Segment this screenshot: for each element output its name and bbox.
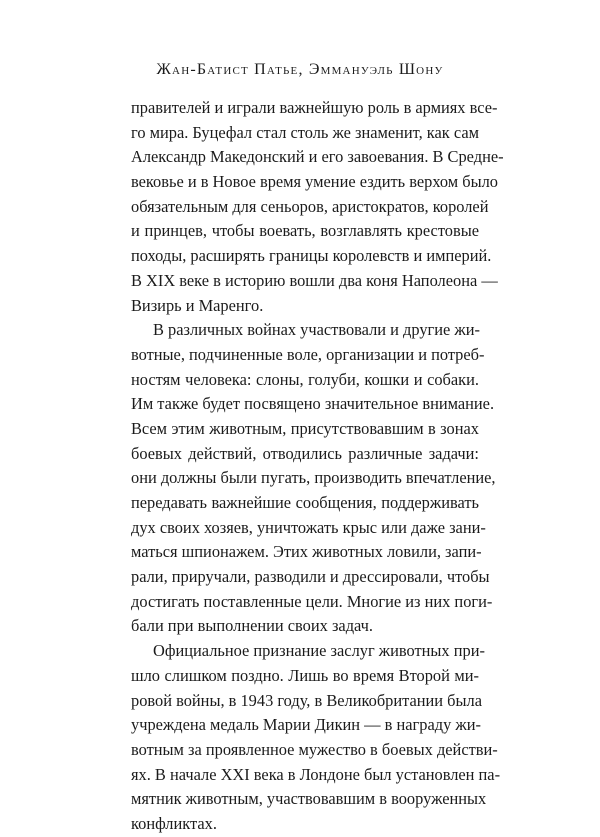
- text-line: го мира. Буцефал стал столь же знаменит, как сам: [131, 122, 479, 142]
- paragraph-1: [131, 96, 504, 318]
- text-line: конфликтах.: [131, 813, 217, 833]
- text-line: маться шпионажем. Этих животных ловили, запи-: [131, 542, 482, 562]
- text-line: В различных войнах участвовали и другие жи-: [153, 320, 480, 340]
- text-line: достигать поставленные цели. Многие из них поги-: [131, 591, 493, 611]
- text-line: правителей и играли важнейшую роль в армиях все-: [131, 98, 498, 117]
- text-line: и принцев, чтобы воевать, возглавлять крестовые: [131, 221, 479, 241]
- text-line: Официальное признание заслуг животных при-: [153, 641, 485, 661]
- text-line: рали, приручали, разводили и дрессировали, чтобы: [131, 567, 490, 587]
- text-line: боевых действий, отводились различные задачи:: [131, 443, 479, 463]
- body-text: [131, 96, 504, 837]
- text-line: Всем этим животным, присутствовавшим в зонах: [131, 418, 479, 438]
- text-line: ровой войны, в 1943 году, в Великобритании была: [131, 690, 482, 710]
- text-line: учреждена медаль Марии Дикин — в награду жи-: [131, 715, 481, 735]
- running-head: Жан-Батист Патье, Эммануэль Шону: [156, 61, 444, 78]
- text-line: Визирь и Маренго.: [131, 295, 264, 315]
- text-line: передавать важнейшие сообщения, поддерживать: [131, 493, 479, 512]
- paragraph-2: [131, 318, 496, 639]
- text-line: шло слишком поздно. Лишь во время Второй ми-: [131, 665, 479, 685]
- text-line: дух своих хозяев, уничтожать крыс или даже зани-: [131, 517, 486, 537]
- text-line: мятник животным, участвовавшим в вооруженных: [131, 789, 487, 809]
- text-line: вековье и в Новое время умение ездить верхом было: [131, 172, 498, 192]
- text-line: ях. В начале XXI века в Лондоне был установлен па-: [131, 764, 501, 784]
- text-line: вотным за проявленное мужество в боевых действи-: [131, 739, 498, 759]
- text-line: обязательным для сеньоров, аристократов, королей: [131, 196, 489, 216]
- text-line: походы, расширять границы королевств и империй.: [131, 246, 492, 266]
- text-line: Александр Македонский и его завоевания. В Средне-: [131, 147, 504, 167]
- text-line: ностям человека: слоны, голуби, кошки и собаки.: [131, 369, 479, 389]
- text-line: они должны были пугать, производить впечатление,: [131, 468, 496, 488]
- text-line: В XIX веке в историю вошли два коня Наполеона —: [131, 270, 498, 290]
- text-line: бали при выполнении своих задач.: [131, 616, 373, 636]
- text-line: Им также будет посвящено значительное внимание.: [131, 394, 495, 414]
- paragraph-3: [131, 639, 501, 837]
- text-line: вотные, подчиненные воле, организации и потреб-: [131, 344, 485, 364]
